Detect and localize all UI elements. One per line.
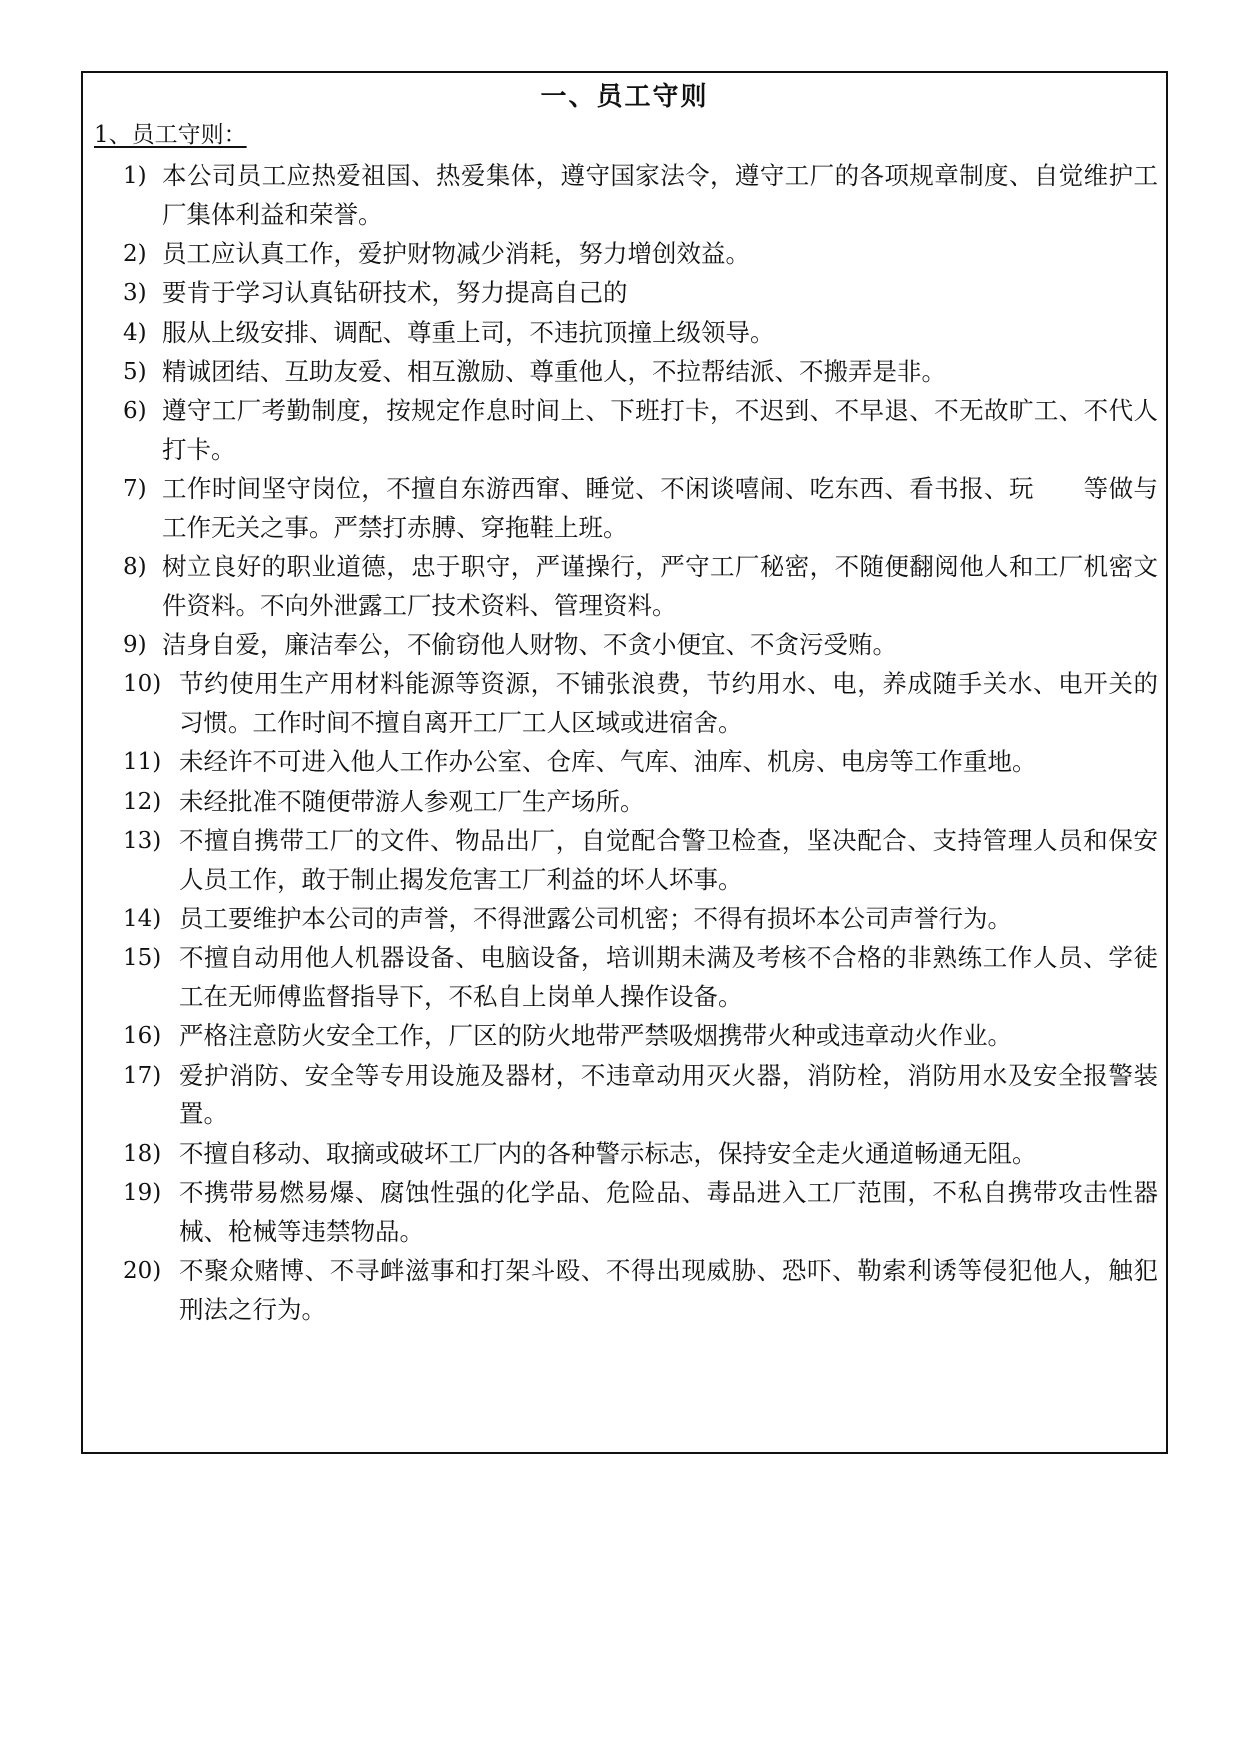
rule-text: 遵守工厂考勤制度，按规定作息时间上、下班打卡，不迟到、不早退、不无故旷工、不代人打卡。 — [162, 396, 1158, 464]
rule-number: 14) — [123, 906, 162, 933]
rule-text: 节约使用生产用材料能源等资源，不铺张浪费，节约用水、电，养成随手关水、电开关的习惯。工作时间不擅自离开工厂工人区域或进宿舍。 — [179, 669, 1158, 738]
rule-item — [83, 353, 1166, 392]
rule-item — [83, 314, 1166, 353]
rule-item — [83, 392, 1166, 469]
rule-item — [83, 1135, 1166, 1174]
rule-number: 5) — [123, 358, 147, 385]
rule-item — [83, 1017, 1166, 1056]
rule-item — [83, 783, 1166, 822]
rule-number: 2) — [123, 241, 147, 267]
rule-text: 工作时间坚守岗位，不擅自东游西窜、睡觉、不闲谈嘻闹、吃东西、看书报、玩 等做与工作无关之事。严禁打赤膊、穿拖鞋上班。 — [162, 474, 1158, 542]
rule-item — [83, 235, 1166, 274]
rule-text: 不聚众赌博、不寻衅滋事和打架斗殴、不得出现威胁、恐吓、勒索利诱等侵犯他人，触犯刑法之行为。 — [179, 1255, 1158, 1324]
section-heading: 1、员工守则： — [94, 122, 247, 148]
rule-number: 3) — [123, 280, 147, 307]
rule-item — [83, 1252, 1166, 1329]
rule-item — [83, 743, 1166, 782]
rule-item — [83, 900, 1166, 939]
rule-text: 服从上级安排、调配、尊重上司，不违抗顶撞上级领导。 — [162, 317, 775, 347]
rule-number: 20) — [123, 1257, 162, 1284]
rule-item — [83, 665, 1166, 742]
rule-number: 8) — [123, 554, 147, 581]
rule-item — [83, 274, 1166, 313]
rule-text: 未经批准不随便带游人参观工厂生产场所。 — [179, 786, 645, 816]
rule-text: 本公司员工应热爱祖国、热爱集体，遵守国家法令，遵守工厂的各项规章制度、自觉维护工厂集体利益和荣誉。 — [162, 161, 1158, 229]
rule-number: 16) — [123, 1023, 162, 1050]
rule-item — [83, 1174, 1166, 1251]
rule-item — [83, 822, 1166, 899]
rule-number: 7) — [123, 476, 147, 503]
document-frame — [81, 71, 1168, 1454]
rule-text: 洁身自爱，廉洁奉公，不偷窃他人财物、不贪小便宜、不贪污受贿。 — [162, 630, 897, 660]
rule-text: 爱护消防、安全等专用设施及器材，不违章动用灭火器，消防栓，消防用水及安全报警装置。 — [179, 1060, 1158, 1129]
rule-item — [83, 157, 1166, 234]
rule-text: 不携带易燃易爆、腐蚀性强的化学品、危险品、毒品进入工厂范围，不私自携带攻击性器械、枪械等违禁物品。 — [179, 1177, 1158, 1246]
rule-item — [83, 1057, 1166, 1134]
rule-text: 树立良好的职业道德，忠于职守，严谨操行，严守工厂秘密，不随便翻阅他人和工厂机密文件资料。不向外泄露工厂技术资料、管理资料。 — [162, 552, 1158, 620]
rule-item — [83, 626, 1166, 665]
rule-text: 员工应认真工作，爱护财物减少消耗，努力增创效益。 — [162, 239, 750, 268]
rule-text: 要肯于学习认真钻研技术，努力提高自己的 — [162, 278, 628, 308]
rule-number: 17) — [123, 1062, 162, 1089]
rule-text: 不擅自移动、取摘或破坏工厂内的各种警示标志，保持安全走火通道畅通无阻。 — [179, 1138, 1037, 1168]
rule-text: 严格注意防火安全工作，厂区的防火地带严禁吸烟携带火种或违章动火作业。 — [179, 1021, 1012, 1051]
rule-text: 不擅自携带工厂的文件、物品出厂，自觉配合警卫检查，坚决配合、支持管理人员和保安人员工作，敢于制止揭发危害工厂利益的坏人坏事。 — [179, 826, 1158, 894]
rule-number: 18) — [123, 1140, 162, 1167]
rule-text: 员工要维护本公司的声誉，不得泄露公司机密；不得有损坏本公司声誉行为。 — [179, 904, 1012, 934]
rule-number: 19) — [123, 1179, 162, 1206]
rule-number: 4) — [123, 319, 147, 346]
rule-text: 精诚团结、互助友爱、相互激励、尊重他人，不拉帮结派、不搬弄是非。 — [162, 356, 946, 386]
rule-number: 15) — [123, 945, 162, 972]
rule-text: 未经许不可进入他人工作办公室、仓库、气库、油库、机房、电房等工作重地。 — [179, 747, 1037, 777]
rules-list — [83, 157, 1166, 1330]
rule-number: 11) — [123, 749, 162, 776]
rule-item — [83, 548, 1166, 625]
rule-number: 1) — [123, 163, 147, 189]
rule-number: 9) — [123, 632, 147, 659]
rule-item — [83, 470, 1166, 547]
rule-number: 12) — [123, 788, 162, 815]
rule-item — [83, 939, 1166, 1016]
rule-number: 10) — [123, 671, 162, 698]
rule-text: 不擅自动用他人机器设备、电脑设备，培训期未满及考核不合格的非熟练工作人员、学徒工在无师傅监督指导下，不私自上岗单人操作设备。 — [179, 943, 1158, 1012]
rule-number: 13) — [123, 828, 162, 855]
document-title: 一、员工守则 — [540, 82, 709, 112]
rule-number: 6) — [123, 398, 147, 425]
